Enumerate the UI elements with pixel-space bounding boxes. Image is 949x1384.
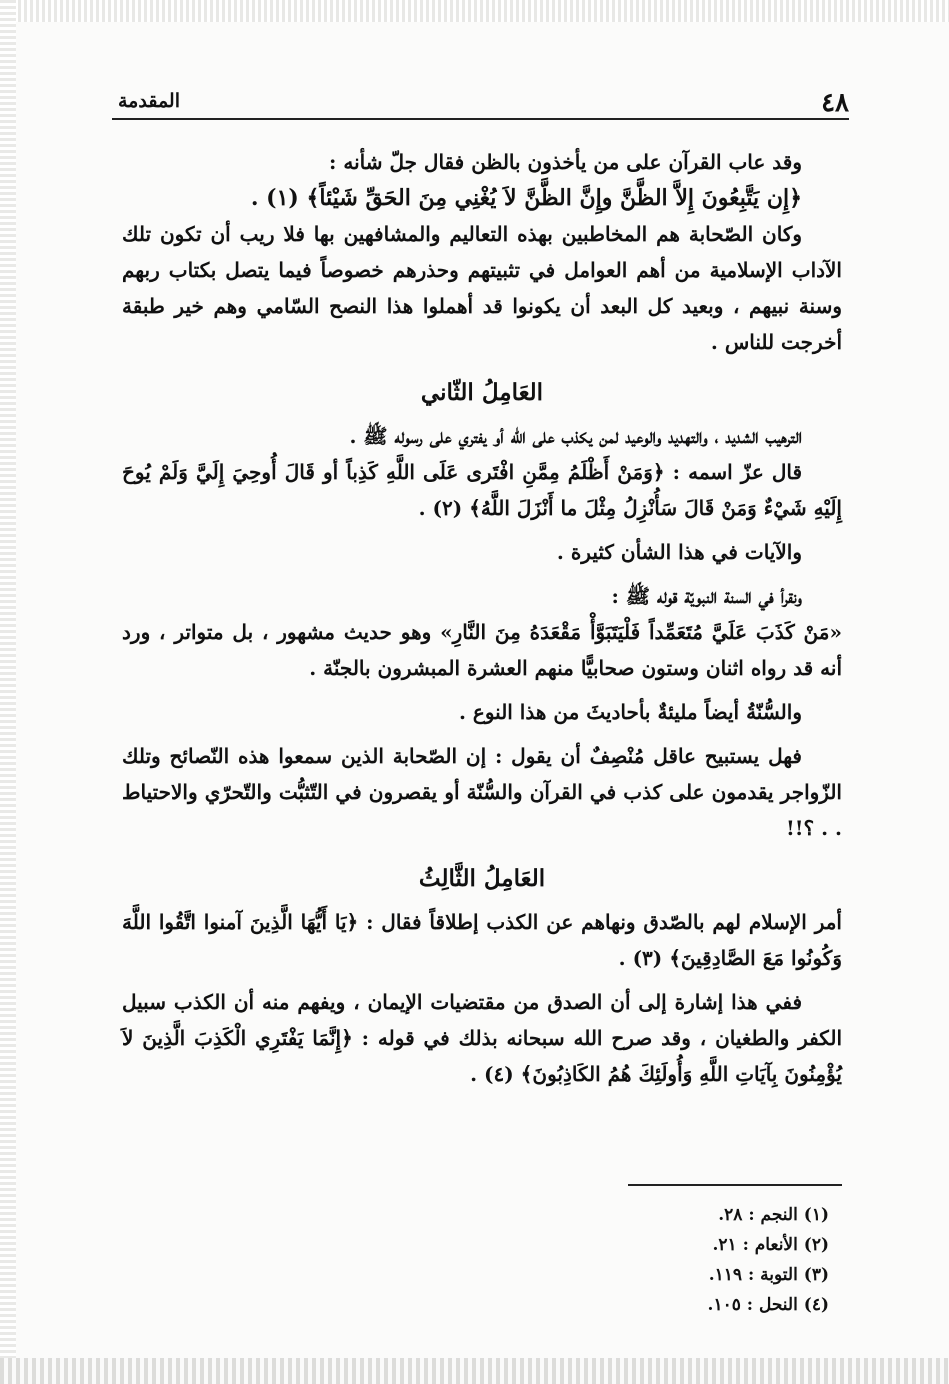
running-title: المقدمة — [118, 90, 181, 112]
page-body — [122, 144, 842, 1092]
paragraph: ففي هذا إشارة إلى أن الصدق من مقتضيات الإيمان ، ويفهم منه أن الكذب سبيل الكفر والطغيان ، وقد صرح الله سبحانه بذلك في قوله : ﴿إِنَّمَا يَفْتَرِي الْكَذِبَ الَّذِينَ لاَ يُؤْمِنُونَ بِآيَاتِ اللَّهِ وَأُولَئِكَ هُمُ الكَاذِبُونَ﴾ (٤) . — [122, 990, 842, 1086]
paragraph: ونقرأ في السنة النبويّة قوله ﷺ : — [611, 584, 802, 608]
section-heading: العَامِلُ الثّاني — [420, 379, 544, 406]
section-heading: العَامِلُ الثَّالِثُ — [418, 865, 546, 892]
paragraph: فهل يستبيح عاقل مُنْصِفٌ أن يقول : إن الصّحابة الذين سمعوا هذه النّصائح وتلك الزّواجر يقدمون على كذب في القرآن والسُّنّة أو يقصرون في التّثبُّت والتّحرّي والاحتياط . . ؟!! — [122, 744, 842, 840]
paragraph: والسُّنّةُ أيضاً مليئةٌ بأحاديثَ من هذا النوع . — [458, 700, 802, 724]
footnote-rule — [628, 1184, 842, 1186]
footnote: (٤) النحل : ١٠٥. — [707, 1295, 829, 1315]
page-number: ٤٨ — [821, 88, 849, 118]
paragraph: والآيات في هذا الشأن كثيرة . — [556, 540, 802, 564]
paragraph: وقد عاب القرآن على من يأخذون بالظن فقال جلّ شأنه : — [329, 150, 802, 174]
quran-verse: ﴿إِن يَتَّبِعُونَ إِلاَّ الظَّنَّ وإِنَّ الظَّنَّ لاَ يُغْنِي مِنَ الحَقِّ شَيْئاً﴾ (١) . — [250, 185, 802, 211]
footnote: (١) النجم : ٢٨. — [718, 1205, 829, 1225]
footnote: (٣) التوبة : ١١٩. — [708, 1265, 829, 1285]
footnote: (٢) الأنعام : ٢١. — [712, 1235, 829, 1255]
paragraph: وكان الصّحابة هم المخاطبين بهذه التعاليم والمشافهين بها فلا ريب أن تكون تلك الآداب الإسلامية من أهم العوامل في تثبيتهم وحذرهم خصوصاً فيما يتصل بكتاب ربهم وسنة نبيهم ، وبعيد كل البعد أن يكونوا قد أهملوا هذا النصح السّامي وهم خير طبقة أخرجت للناس . — [122, 222, 842, 354]
page-header — [112, 88, 849, 122]
scan-edge-top — [0, 0, 949, 22]
paragraph: أمر الإسلام لهم بالصّدق ونهاهم عن الكذب إطلاقاً فقال : ﴿يَا أَيُّهَا الَّذِينَ آمنوا اتَّقُوا اللَّهَ وَكُونُوا مَعَ الصَّادِقِينَ﴾ (٣) . — [122, 910, 842, 970]
scan-edge-left — [0, 0, 16, 1384]
hadith-paragraph: «مَنْ كَذَبَ عَلَيَّ مُتَعَمِّداً فَلْيَتَبَوَّأْ مَقْعَدَهُ مِنَ النَّارِ» وهو حديث مشهور ، بل متواتر ، ورد أنه قد رواه اثنان وستون صحابيًّا منهم العشرة المبشرون بالجنّة . — [122, 620, 842, 680]
footnotes — [708, 1200, 829, 1320]
header-rule — [112, 118, 849, 120]
scan-edge-bottom — [0, 1358, 949, 1384]
paragraph: قال عزّ اسمه : ﴿وَمَنْ أَظْلَمُ مِمَّنِ افْتَرى عَلَى اللَّهِ كَذِباً أو قَالَ أُوحِيَ إِلَيَّ وَلَمْ يُوحَ إِلَيْهِ شَيْءٌ وَمَنْ قَالَ سَأُنْزِلُ مِثْلَ ما أَنْزَلَ اللَّهُ﴾ (٢) . — [122, 460, 842, 520]
paragraph: الترهيب الشديد ، والتهديد والوعيد لمن يكذب على الله أو يفتري على رسوله ﷺ . — [349, 424, 802, 448]
